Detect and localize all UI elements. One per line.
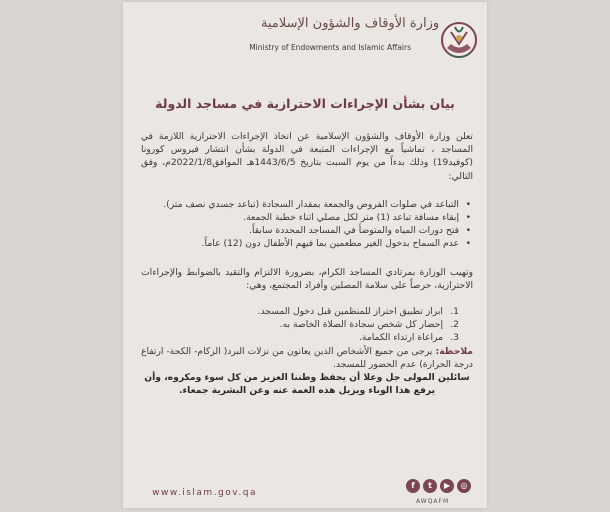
statement-body bbox=[141, 130, 473, 397]
website-link[interactable]: www.islam.gov.qa bbox=[152, 488, 257, 498]
statement-page bbox=[123, 2, 487, 508]
rule-text: مراعاة ارتداء الكمامة. bbox=[358, 332, 443, 344]
list-item: • إبقاء مسافة تباعد (1) متر لكل مصلي اثناء خطبة الجمعة. bbox=[141, 211, 459, 224]
twitter-icon[interactable]: t bbox=[423, 479, 437, 493]
measures-list bbox=[141, 198, 473, 251]
rule-number: 2. bbox=[450, 319, 459, 331]
note-label: ملاحظة: bbox=[435, 345, 473, 357]
youtube-icon[interactable]: ▶ bbox=[440, 479, 454, 493]
appeal-paragraph: وتهيب الوزارة بمرتادي المساجد الكرام، بضرورة الالتزام والتقيد بالضوابط والإجراءات الاحترازية، حرصاً على سلامة المصلين وأفراد المجتمع، وهي: bbox=[141, 266, 473, 291]
list-item bbox=[141, 318, 459, 331]
social-handle: AWQAFM bbox=[416, 498, 450, 505]
rule-text: إحضار كل شخص سجادة الصلاة الخاصة به. bbox=[279, 319, 443, 331]
note-text: يرجى من جميع الأشخاص الذين يعانون من نزلات البرد( الزكام- الكحة- ارتفاع درجة الحرارة) عدم الحضور للمسجد. bbox=[141, 345, 473, 370]
instagram-icon[interactable]: ◎ bbox=[457, 479, 471, 493]
list-item bbox=[141, 305, 459, 318]
intro-paragraph: تعلن وزارة الأوقاف والشؤون الإسلامية عن اتخاذ الإجراءات الاحترازية اللازمة في المساجد ، تماشياً مع الإجراءات المتبعة في الدولة بشأن انتشار فيروس كورونا (كوفيد19) وذلك بدءاً من يوم السبت بتاريخ 1443/6/5هـ الموافق2022/1/8م، وفق التالي: bbox=[141, 131, 473, 182]
ministry-name-arabic: وزارة الأوقاف والشؤون الإسلامية bbox=[261, 16, 440, 31]
list-item: • فتح دورات المياه والمتوضأ في المساجد المحددة سابقاً. bbox=[141, 224, 459, 237]
facebook-icon[interactable]: f bbox=[406, 479, 420, 493]
list-item: • عدم السماح بدخول الغير مطعمين بما فيهم الأطفال دون (12) عاماً. bbox=[141, 237, 459, 250]
rule-number: 3. bbox=[450, 332, 459, 344]
note-paragraph bbox=[141, 345, 473, 371]
rule-text: ابراز تطبيق احتراز للمنظمين قبل دخول المسجد. bbox=[257, 306, 443, 318]
closing-prayer: سائلين المولى جل وعلا أن يحفظ وطننا العزيز من كل سوء ومكروه، وأن يرفع هذا الوباء ويزيل هذه الغمة عنه وعن البشرية جمعاء. bbox=[144, 372, 470, 397]
page-title: بيان بشأن الإجراءات الاحترازية في مساجد الدولة bbox=[155, 96, 455, 111]
ministry-name-english: Ministry of Endowments and Islamic Affairs bbox=[249, 43, 411, 52]
rules-list bbox=[141, 305, 473, 345]
list-item: • التباعد في صلوات الفروض والجمعة بمقدار السجادة (تباعد جسدي نصف متر). bbox=[141, 198, 459, 211]
social-icons bbox=[406, 479, 471, 493]
list-item bbox=[141, 331, 459, 344]
rule-number: 1. bbox=[450, 306, 459, 318]
